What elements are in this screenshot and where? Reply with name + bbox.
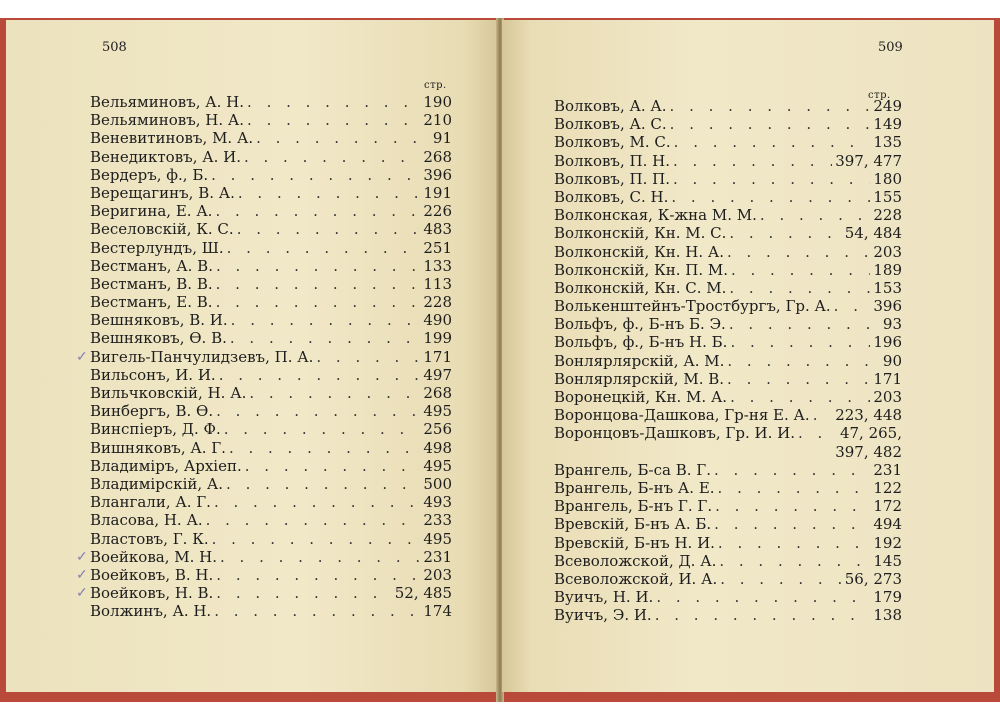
entry-name: Вестманъ, Е. В.: [90, 293, 213, 312]
entry-pages: 498: [423, 438, 452, 457]
index-entry: [554, 206, 902, 224]
entry-name: Волковъ, С. Н.: [554, 187, 669, 206]
entry-pages: 155: [873, 187, 902, 206]
entry-pages: 145: [873, 551, 902, 570]
index-entry: [554, 534, 902, 552]
leader-dots: [718, 479, 871, 497]
leader-dots: [216, 275, 421, 293]
entry-pages: 497: [423, 365, 452, 384]
entry-name: Волькенштейнъ-Тростбургъ, Гр. А.: [554, 297, 831, 316]
index-entry: [90, 202, 452, 220]
index-entry: [90, 384, 452, 402]
leader-dots: [655, 606, 871, 624]
page-number-left: 508: [102, 40, 127, 55]
index-entry: [90, 220, 452, 238]
entry-name: Воронцова-Дашкова, Гр-ня Е. А.: [554, 406, 810, 425]
entry-name: Волконскій, Кн. С. М.: [554, 278, 727, 297]
leader-dots: [727, 352, 880, 370]
entry-pages: 113: [423, 274, 452, 293]
entry-pages: 203: [423, 565, 452, 584]
leader-dots: [798, 424, 837, 442]
entry-name: Влангали, А. Г.: [90, 493, 211, 512]
check-mark-icon: ✓: [76, 585, 88, 602]
leader-dots: [231, 311, 421, 329]
leader-dots: [656, 588, 870, 606]
index-entry: [76, 347, 452, 366]
index-entry: [554, 133, 902, 151]
leader-dots: [216, 566, 420, 584]
index-entry: [554, 461, 902, 479]
entry-name: Вольфъ, ф., Б-нъ Н. Б.: [554, 333, 728, 352]
leader-dots: [238, 184, 420, 202]
entry-name: Волковъ, М. С.: [554, 133, 671, 152]
leader-dots: [237, 220, 421, 238]
entry-name: Волковъ, П. П.: [554, 169, 670, 188]
entry-name: Волжинъ, А. Н.: [90, 602, 212, 621]
leader-dots: [249, 384, 420, 402]
leader-dots: [730, 388, 870, 406]
entry-pages: 153: [873, 278, 902, 297]
entry-pages: 251: [423, 238, 452, 257]
entry-pages: 93: [882, 315, 902, 334]
leader-dots: [256, 129, 430, 147]
leader-dots: [729, 279, 870, 297]
entry-name: Власова, Н. А.: [90, 511, 203, 530]
index-entry: [90, 275, 452, 293]
entry-name: Вешняковъ, В. И.: [90, 311, 228, 330]
entry-pages: 268: [423, 147, 452, 166]
entry-name: Врангель, Б-нъ А. Е.: [554, 478, 715, 497]
entry-name: Властовъ, Г. К.: [90, 529, 209, 548]
entry-pages: 192: [873, 533, 902, 552]
entry-name: Владиміръ, Архіеп.: [90, 456, 242, 475]
entry-pages: 483: [423, 220, 452, 239]
leader-dots: [813, 406, 833, 424]
entry-name: Вишняковъ, А. Г.: [90, 438, 226, 457]
index-entry: [90, 457, 452, 475]
leader-dots: [760, 206, 870, 224]
index-entry: [90, 420, 452, 438]
leader-dots: [714, 461, 870, 479]
entry-pages: 210: [423, 111, 452, 130]
index-entry: [90, 311, 452, 329]
entry-name: Воейковъ, Н. В.: [90, 584, 214, 603]
entry-name: Воейкова, М. Н.: [90, 547, 218, 566]
index-entry: [90, 329, 452, 347]
leader-dots: [215, 202, 420, 220]
entry-pages: 54, 484: [844, 224, 902, 243]
check-mark-icon: ✓: [76, 566, 88, 583]
index-entry: [90, 257, 452, 275]
index-entry: [90, 93, 452, 111]
entry-name: Вигель-Панчулидзевъ, П. А.: [90, 347, 314, 366]
leader-dots: [714, 515, 870, 533]
index-entry: [90, 129, 452, 147]
entry-name: Врангель, Б-нъ Г. Г.: [554, 497, 713, 516]
entry-pages: 196: [873, 333, 902, 352]
entry-name: Волковъ, А. А.: [554, 97, 667, 115]
index-entry: [90, 602, 452, 620]
index-entry: [554, 497, 902, 515]
entry-name: Верещагинъ, В. А.: [90, 183, 235, 202]
entry-pages: 396: [423, 165, 452, 184]
entry-pages: 256: [423, 420, 452, 439]
leader-dots: [227, 239, 421, 257]
entry-pages: 90: [882, 351, 902, 370]
leader-dots: [718, 534, 870, 552]
index-entry: [76, 547, 452, 566]
leader-dots: [216, 257, 420, 275]
leader-dots: [206, 511, 421, 529]
page-column-label-right: стр.: [868, 90, 891, 101]
entry-pages: 397, 482: [835, 442, 902, 461]
entry-name: Вуичъ, Н. И.: [554, 588, 654, 607]
entry-pages: 56, 273: [844, 569, 902, 588]
check-mark-icon: ✓: [76, 348, 88, 365]
index-entry: [554, 588, 902, 606]
entry-name: Вревскій, Б-нъ Н. И.: [554, 533, 715, 552]
entry-pages: 397, 477: [835, 151, 902, 170]
check-mark-icon: ✓: [76, 548, 88, 565]
entry-name: Волковъ, А. С.: [554, 115, 667, 134]
index-entry: [90, 239, 452, 257]
entry-name: Вильчковскій, Н. А.: [90, 384, 247, 402]
index-entry: [554, 297, 902, 315]
entry-name: Вонлярлярскій, А. М.: [554, 351, 725, 370]
entry-pages: 191: [423, 183, 452, 202]
entry-pages: 268: [423, 384, 452, 402]
entry-pages: 135: [873, 133, 902, 152]
book-spread: [0, 18, 1000, 702]
leader-dots: [715, 497, 870, 515]
leader-dots: [720, 570, 842, 588]
entry-name: Воронецкій, Кн. М. А.: [554, 388, 728, 406]
leader-dots: [719, 552, 870, 570]
index-entry: [554, 97, 902, 115]
entry-name: Вестерлундъ, Ш.: [90, 238, 224, 257]
entry-name: Врангель, Б-са В. Г.: [554, 460, 711, 479]
entry-pages: 231: [423, 547, 452, 566]
entry-name: Волконскій, Кн. Н. А.: [554, 242, 724, 261]
entry-name: Вердеръ, ф., Б.: [90, 165, 209, 184]
entry-pages: 171: [873, 369, 902, 388]
leader-dots: [216, 402, 420, 420]
leader-dots: [212, 530, 421, 548]
entry-pages: 138: [873, 606, 902, 625]
index-entry: [554, 279, 902, 297]
entry-pages: 174: [423, 602, 452, 621]
leader-dots: [729, 315, 880, 333]
index-entry: [76, 584, 452, 603]
entry-pages: 495: [423, 402, 452, 421]
leader-dots: [226, 475, 420, 493]
leader-dots: [214, 493, 420, 511]
entry-name: Волконская, К-жна М. М.: [554, 206, 757, 225]
index-entry: [90, 111, 452, 129]
leader-dots: [731, 261, 870, 279]
entry-pages: 228: [873, 206, 902, 225]
leader-dots: [673, 152, 832, 170]
entry-pages: 203: [873, 388, 902, 406]
index-entry: [554, 406, 902, 424]
entry-pages: 91: [432, 129, 452, 148]
leader-dots: [673, 170, 870, 188]
leader-dots: [729, 224, 841, 242]
entry-pages: 249: [873, 97, 902, 115]
index-entry: [554, 352, 902, 370]
index-list-right: [554, 97, 902, 624]
leader-dots: [230, 329, 420, 347]
leader-dots: [247, 93, 420, 111]
index-entry: [554, 552, 902, 570]
entry-name: Владимірскій, А.: [90, 474, 224, 493]
entry-pages: 190: [423, 93, 452, 111]
entry-name: Вестманъ, В. В.: [90, 274, 213, 293]
entry-name: Вешняковъ, Ѳ. В.: [90, 329, 227, 348]
entry-name: Вревскій, Б-нъ А. Б.: [554, 515, 712, 534]
entry-name: Венедиктовъ, А. И.: [90, 147, 241, 166]
leader-dots: [224, 420, 421, 438]
entry-pages: 133: [423, 256, 452, 275]
leader-dots: [670, 115, 871, 133]
index-entry: [554, 333, 902, 351]
index-entry: [90, 475, 452, 493]
index-entry: [554, 152, 902, 170]
index-entry: [90, 493, 452, 511]
index-entry: [554, 261, 902, 279]
entry-name: Волконскій, Кн. П. М.: [554, 260, 728, 279]
leader-dots: [216, 293, 421, 311]
entry-name: Веселовскій, К. С.: [90, 220, 234, 239]
entry-pages: 203: [873, 242, 902, 261]
index-entry: [554, 388, 902, 406]
leader-dots: [674, 133, 871, 151]
index-entry: [554, 424, 902, 442]
leader-dots: [727, 243, 870, 261]
index-entry: [90, 530, 452, 548]
index-entry: [554, 224, 902, 242]
leader-dots: [247, 111, 420, 129]
index-entry: [90, 293, 452, 311]
index-entry: [90, 366, 452, 384]
entry-pages: 494: [873, 515, 902, 534]
leader-dots: [730, 333, 870, 351]
index-entry: [90, 166, 452, 184]
entry-pages: 171: [423, 347, 452, 366]
index-entry: [90, 184, 452, 202]
entry-pages: 52, 485: [394, 584, 452, 603]
leader-dots: [244, 148, 420, 166]
entry-pages: 223, 448: [835, 406, 902, 425]
index-entry: [554, 606, 902, 624]
entry-name: Волконскій, Кн. М. С.: [554, 224, 727, 243]
entry-name: Веригина, Е. А.: [90, 202, 213, 221]
entry-pages: 180: [873, 169, 902, 188]
entry-name: Вельяминовъ, А. Н.: [90, 93, 245, 111]
entry-pages: 495: [423, 456, 452, 475]
entry-name: Всеволожской, Д. А.: [554, 551, 717, 570]
entry-pages: 233: [423, 511, 452, 530]
index-entry: [554, 188, 902, 206]
entry-name: Волковъ, П. Н.: [554, 151, 670, 170]
index-entry: [90, 439, 452, 457]
leader-dots: [316, 348, 420, 366]
entry-pages: 149: [873, 115, 902, 134]
right-page: [502, 20, 994, 692]
entry-pages: 396: [873, 297, 902, 316]
index-entry: [90, 511, 452, 529]
index-entry: [554, 515, 902, 533]
entry-pages: 500: [423, 474, 452, 493]
leader-dots: [229, 439, 420, 457]
entry-pages: 490: [423, 311, 452, 330]
index-entry: [90, 148, 452, 166]
index-entry: [554, 479, 902, 497]
entry-name: Вуичъ, Э. И.: [554, 606, 652, 625]
page-column-label-left: стр.: [424, 80, 447, 91]
leader-dots: [211, 166, 420, 184]
index-entry: [76, 565, 452, 584]
leader-dots: [245, 457, 421, 475]
entry-name: Вильсонъ, И. И.: [90, 365, 216, 384]
index-entry: [554, 243, 902, 261]
entry-name: Вестманъ, А. В.: [90, 256, 213, 275]
entry-name: Всеволожской, И. А.: [554, 569, 718, 588]
index-entry: [90, 402, 452, 420]
index-entry: [554, 315, 902, 333]
leader-dots: [834, 297, 871, 315]
entry-pages: 228: [423, 293, 452, 312]
entry-pages: 189: [873, 260, 902, 279]
entry-name: Винспіеръ, Д. Ф.: [90, 420, 221, 439]
leader-dots: [220, 548, 420, 566]
left-page: [6, 20, 498, 692]
entry-pages: 179: [873, 588, 902, 607]
leader-dots: [216, 584, 391, 602]
entry-name: Винбергъ, В. Ѳ.: [90, 402, 214, 421]
entry-pages: 495: [423, 529, 452, 548]
entry-pages: 172: [873, 497, 902, 516]
index-entry: [554, 570, 902, 588]
entry-name: Воейковъ, В. Н.: [90, 565, 214, 584]
leader-dots: [219, 366, 421, 384]
index-entry: [554, 115, 902, 133]
leader-dots: [671, 188, 870, 206]
entry-pages: 122: [873, 478, 902, 497]
page-number-right: 509: [878, 40, 903, 55]
leader-dots: [214, 602, 420, 620]
entry-name: Вельяминовъ, Н. А.: [90, 111, 245, 130]
index-list-left: [76, 93, 452, 621]
entry-name: Вольфъ, ф., Б-нъ Б. Э.: [554, 315, 726, 334]
index-entry: [554, 170, 902, 188]
entry-pages: 199: [423, 329, 452, 348]
index-entry: [554, 443, 902, 461]
entry-name: Веневитиновъ, М. А.: [90, 129, 254, 148]
entry-pages: 226: [423, 202, 452, 221]
leader-dots: [670, 97, 871, 115]
index-entry: [554, 370, 902, 388]
leader-dots: [727, 370, 870, 388]
entry-pages: 493: [423, 493, 452, 512]
entry-name: Воронцовъ-Дашковъ, Гр. И. И.: [554, 424, 795, 443]
entry-pages: 47, 265,: [839, 424, 902, 443]
entry-pages: 231: [873, 460, 902, 479]
entry-name: Вонлярлярскій, М. В.: [554, 369, 725, 388]
